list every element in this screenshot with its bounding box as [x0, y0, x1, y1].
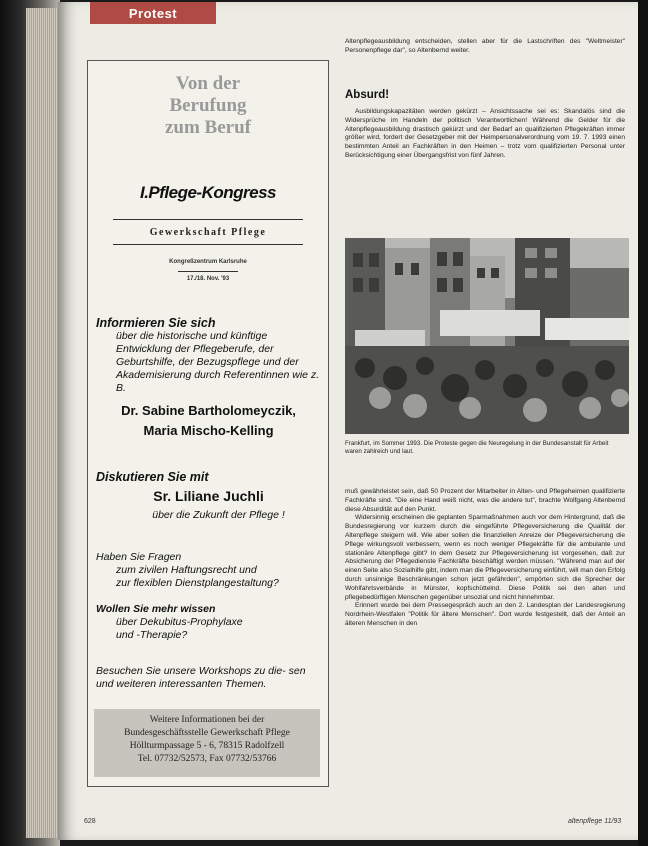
speaker-juchli: Sr. Liliane Juchli [153, 488, 264, 504]
protest-photo [345, 238, 629, 434]
photo-caption: Frankfurt, im Sommer 1993. Die Proteste gegen die Neuregelung in der Bundesanstalt für Arbeit waren zahlreich und laut. [345, 440, 609, 455]
workshops-text: Besuchen Sie unsere Workshops zu die- sen und weiteren interessanten Themen. [96, 665, 306, 690]
diskutieren-heading: Diskutieren Sie mit [96, 470, 209, 484]
fragen-line-1: zum zivilen Haftungsrecht und [116, 564, 257, 576]
ad-informieren-block [96, 317, 321, 441]
ad-title-line-1: Von der [175, 73, 241, 94]
ad-fragen-block [96, 551, 321, 590]
article-body [345, 488, 625, 629]
journal-folio: altenpflege 11/93 [568, 818, 622, 825]
footer-line-1: Weitere Informationen bei der [149, 715, 265, 725]
ad-divider-2 [113, 244, 303, 245]
ad-date: 17./18. Nov. '93 [186, 276, 230, 282]
ad-title [88, 73, 328, 139]
fragen-heading: Haben Sie Fragen [96, 551, 182, 563]
ad-title-line-3: zum Beruf [164, 117, 251, 138]
ad-contact-footer [94, 709, 320, 777]
ad-wissen-block [96, 603, 321, 642]
footer-line-3: Höllturmpassage 5 - 6, 78315 Radolfzell [129, 741, 285, 751]
ad-title-line-2: Berufung [169, 95, 247, 116]
ad-organisation: Gewerkschaft Pflege [149, 227, 267, 238]
ad-diskutieren-block [96, 471, 321, 522]
congress-advertisement [87, 60, 329, 787]
ad-venue: Kongreßzentrum Karlsruhe [169, 259, 247, 265]
speaker-mischo-kelling: Maria Mischo-Kelling [143, 423, 274, 438]
article-top-text [345, 38, 625, 56]
body-paragraph-1: muß gewährleistet sein, daß 50 Prozent der Mitarbeiter in Alten- und Pflegeheimen qualifizierte Fachkräfte sind. "Die eine Hand weiß nicht, was die andere tut", brachte Wolfgang Altenbernd diese Absurdität auf den Punkt. [345, 488, 625, 513]
article-absurd-section [345, 108, 625, 161]
page-stack [26, 8, 62, 838]
background-edge [638, 0, 648, 846]
body-paragraph-2: Widersinnig erscheinen die geplanten Sparmaßnahmen auch vor dem Hintergrund, daß die Bundesregierung vor kurzem durch die eingeführte Pflegeversicherung die Qualität der Altenpflege steigern will. Wie aber sollen die finanziellen Anreize der Pflegeversicherung die Pflege wirkungsvoll verbessern, wenn es noch weniger Pflegekräfte für die ambulante und stationäre Altenpflege gibt? In dem Gesetz zur Pflegeversicherung ist vorgesehen, daß zur Absicherung der Pflegedienste Fachkräfte beschäftigt werden müssen. "Während man auf der einen Seite also Sozialhilfe gibt, indem man die Pflegeversicherung einführt, will man den Erfolg durch unsinnige Beschränkungen schon jetzt gefährden", empörten sich die Sprecher der Wohlfahrtsverbände in Münster, kopfschüttelnd. Diese Politik sei den alten und pflegebedürftigen Menschen gegenüber unsozial und nicht hinnehmbar. [345, 514, 625, 601]
protest-photo-illustration [345, 238, 629, 434]
wissen-line-2: und -Therapie? [116, 629, 188, 641]
article-subheading: Absurd! [345, 89, 390, 101]
page-number: 628 [84, 818, 96, 825]
section-tab: Protest [90, 2, 216, 24]
wissen-heading: Wollen Sie mehr wissen [96, 603, 216, 615]
absurd-paragraph: Ausbildungskapazitäten werden gekürzt – Ansichtssache sei es: Skandalös sind die Widersprüche im Handeln der politisch Verantwortlichen! Während die Gelder für die Altenpflegeausbildung drastisch gekürzt und der Bedarf an qualifizierten Pflegekräften immer größer wird, fordert der Gesetzgeber mit der Heimpersonalverordnung vom 19. 7. 1993 einen bestimmten Anteil an Fachkräften in den Heimen – trotz vom qualifizierten Personal unter Berücksichtigung einer Übergangsfrist von fünf Jahren. [345, 108, 625, 159]
article-intro-paragraph: Altenpflegeausbildung entscheiden, stellen aber für die Lastschriften des "Weltmeister" Personenpflege dar", so Altenbernd weiter. [345, 38, 625, 54]
footer-line-4: Tel. 07732/52573, Fax 07732/53766 [137, 754, 277, 764]
speaker-bartholomeyczik: Dr. Sabine Bartholomeyczik, [121, 403, 296, 418]
fragen-line-2: zur flexiblen Dienstplangestaltung? [116, 577, 279, 589]
ad-kongress-title: I.Pflege-Kongress [139, 183, 277, 202]
ad-divider-3 [178, 271, 238, 272]
wissen-line-1: über Dekubitus-Prophylaxe [116, 616, 243, 628]
zukunft-text: über die Zukunft der Pflege ! [152, 509, 285, 521]
body-paragraph-3: Erinnert wurde bei dem Pressegespräch auch an den 2. Landesplan der Landesregierung Nordrhein-Westfalen "Politik für ältere Menschen". Dort wurde festgestellt, daß der Anteil an älteren Menschen in den [345, 602, 625, 627]
informieren-text: über die historische und künftige Entwicklung der Pflegeberufe, der Geburtshilfe, der Bezugspflege und der Akademisierung durch Referentinnen wie z. B. [116, 330, 320, 394]
ad-divider-1 [113, 219, 303, 220]
informieren-heading: Informieren Sie sich [96, 316, 216, 330]
footer-line-2: Bundesgeschäftsstelle Gewerkschaft Pflege [124, 728, 290, 738]
